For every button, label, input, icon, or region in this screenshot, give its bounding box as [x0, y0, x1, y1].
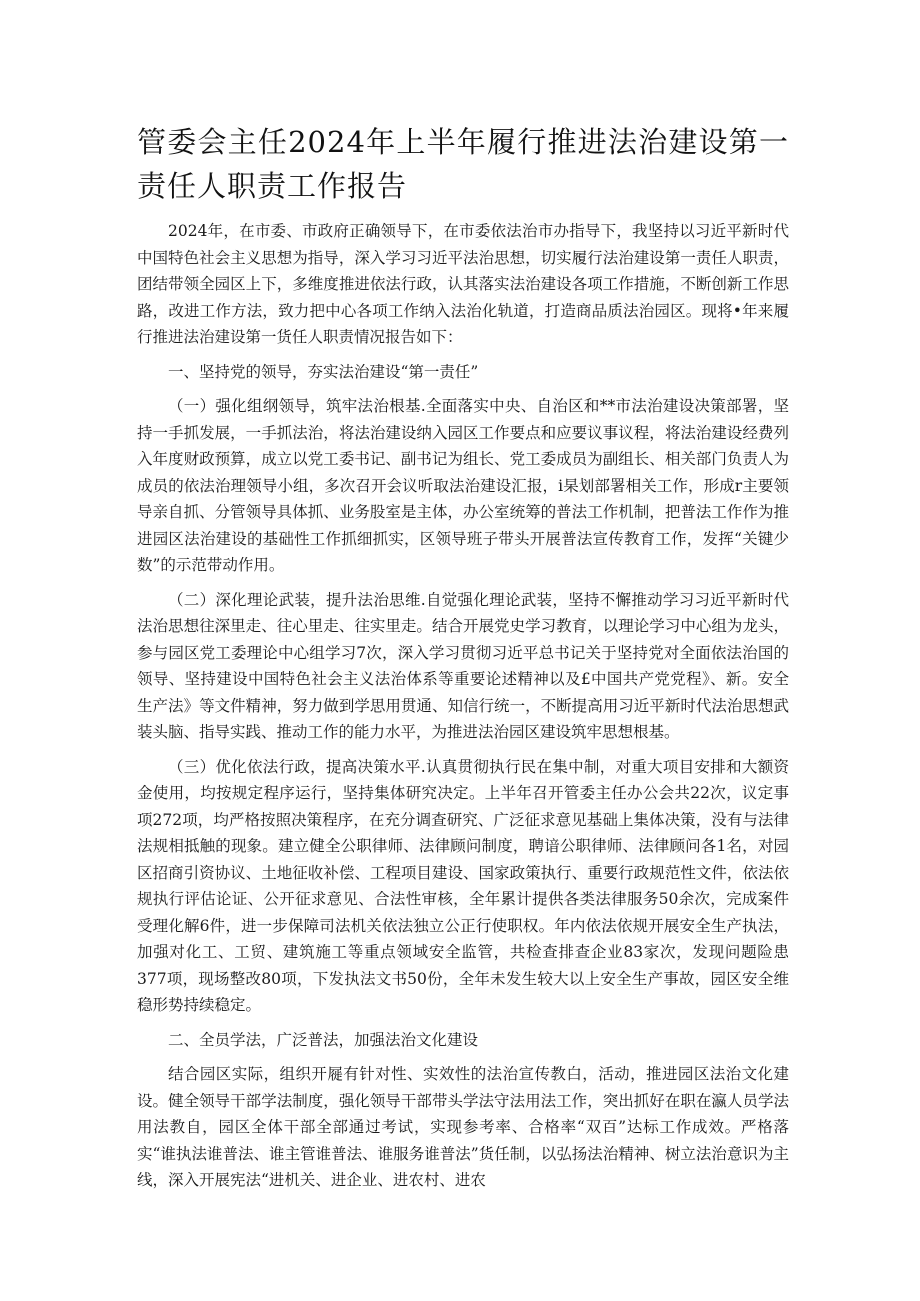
section-heading-1: 一、坚持党的领导，夯实法治建设“第一责任” — [168, 362, 479, 381]
paragraph-2-1: 结合园区实际，组织开屣有针对性、实效性的法治宣传教白，活动，推进园区法治文化建设。健全领导干部学法制度，强化领导干部带头学法守法用法工作，突出抓好在职在瀛人员学法用法教自，园区全体干部全部通过考试，实现参考率、合格率“双百”达标工作成效。严格落实“谁执法谁普法、谁主管谁普法、谁服务谁普法”货任制，以弘扬法治精神、树立法治意识为主线，深入开展宪法“进机关、进企业、进农村、进农 — [137, 1065, 789, 1189]
paragraph-1-2: （二）深化理论武装，提升法治思维.自觉强化理论武装，坚持不懈推动学习习近平新时代法治思想往深里走、往心里走、往实里走。结合开展党史学习教育，以理论学习中心组为龙头，参与园区党工委理论中心组学习7次，深入学习贯彻习近平总书记关于坚持党对全面依法治国的领导、坚持建设中国特色社会主义法治体系等重要论述精神以及£中国共产党党程》、新。安全生产法》等文件精神，努力做到学思用贯通、知信行统一，不断提高用习近平新时代法治思想武装头脑、指导实践、推动工作的能力水平，为推进法治园区建设筑牢思想根基。 — [137, 590, 789, 741]
paragraph-1-3: （三）优化依法行政，提高决策水平.认真贯彻执行民在集中制，对重大项目安排和大额资金使用，均按规定程序运行，坚持集体研究决定。上半年召开管委主任办公会共22次，议定事项272项，均严格按照决策程序，在充分调查研究、广泛征求意见基础上集体决策，没有与法律法规相抵触的现象。建立健全公职律师、法律顾问制度，聘谙公职律师、法律顾问各1名，对园区招商引资协议、土地征收补偿、工程项目建设、国家政策执行、重要行政规范性文件，依法依规执行评估论证、公开征求意见、合法性审核，全年累计提供各类法律服务50余次，完成案件受理化解6件，进一步保障司法机关依法独立公正行使职权。年内依法依规开展安全生产执法，加强对化工、工贸、建筑施工等重点领域安全监管，共检查排查企业83家次，发现问题险患377项，现场整改80项，下发执法文书50份，全年未发生较大以上安全生产事故，园区安全维稳形势持续稳定。 — [137, 757, 789, 1014]
document-title: 管委会主任2024年上半年履行推进法治建设第一责任人职责工作报告 — [137, 125, 789, 203]
section-heading-2: 二、全员学法，广泛普法，加强法治文化建设 — [168, 1030, 479, 1049]
paragraph-1-1: （一）强化组纲领导，筑牢法治根基.全面落实中央、自治区和**市法治建设决策部署，坚持一手抓发展，一手抓法治，将法治建设纳入园区工作要点和应要议事议程，将法治建设经费列入年度财政预算，成立以党工委书记、副书记为组长、党工委成员为副组长、相关部门负责人为成员的依法治理领导小组，多次召开会议听取法治建设汇报，i杲划部署相关工作，形成r主要领导亲自抓、分管领导具体抓、业务股室是主体，办公室统筹的普法工作机制，把普法工作作为推进园区法治建设的基础性工作抓细抓实，区领导班子带头开展普法宣传教育工作，发挥“关键少数”的示范带动作用。 — [137, 397, 789, 574]
document-page — [137, 120, 789, 1202]
intro-paragraph: 2024年，在市委、市政府正确领导下，在市委依法治市办指导下，我坚持以习近平新时代中国特色社会主义思想为指导，深入学习习近平法治思想，切实履行法治建设第一责任人职责，团结带领全园区上下，多维度推进依法行政，认其落实法治建设各项工作措施，不断创新工作思路，改进工作方法，致力把中心各项工作纳入法治化轨道，打造商品质法治园区。现将•年来履行推进法治建设第一货任人职责情况报告如下： — [137, 222, 789, 346]
